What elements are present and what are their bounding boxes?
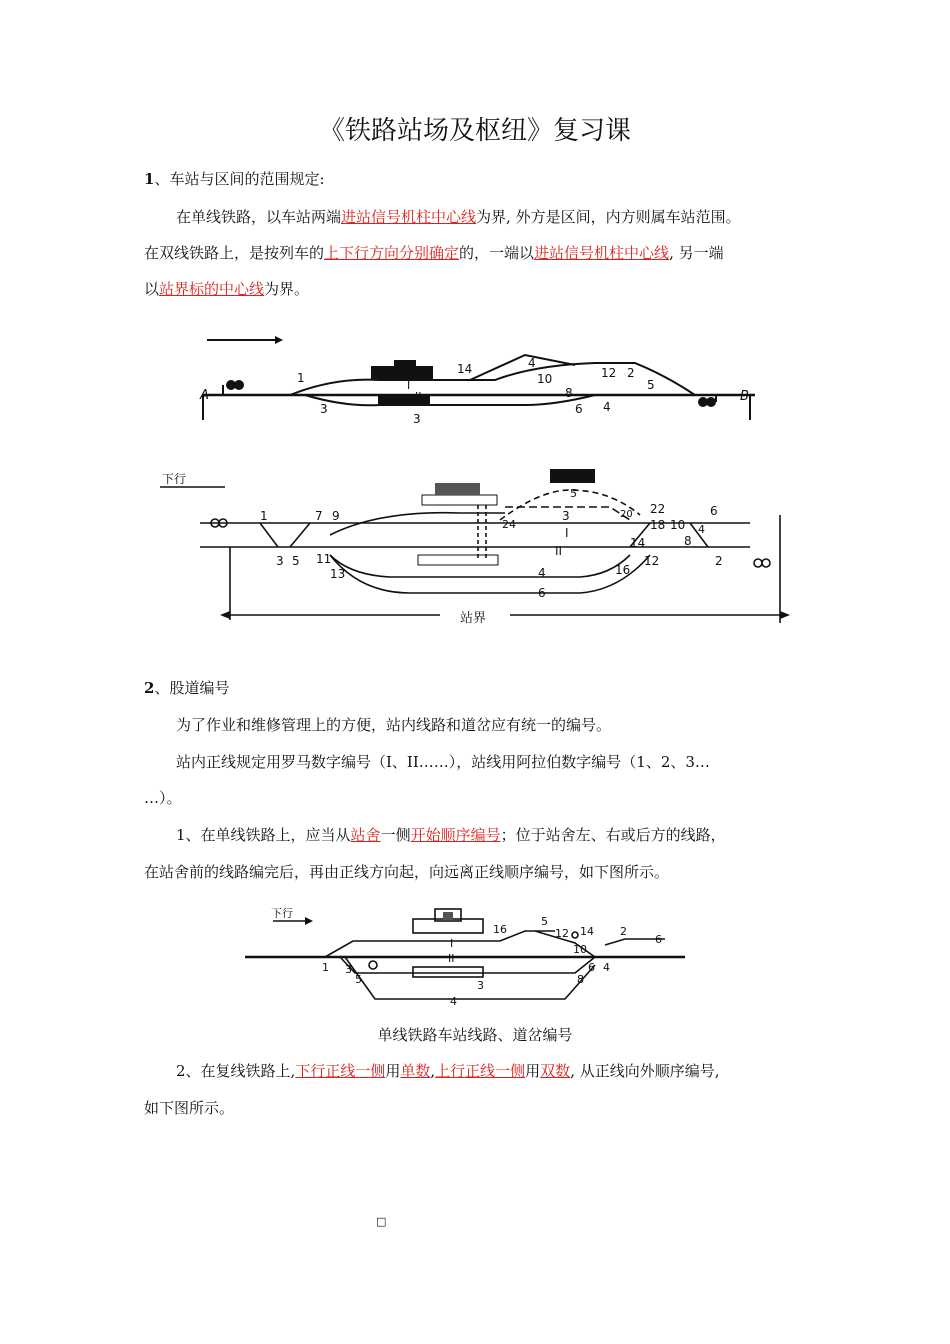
highlight-span: 单数: [400, 1062, 431, 1080]
switch-8: 8: [565, 386, 573, 400]
section-2-para-3-cont: 在站舍前的线路编完后，再由正线方向起，向远离正线顺序编号，如下图所示。: [144, 863, 670, 881]
signal-right-1: [754, 559, 762, 567]
switch-14: 14: [630, 536, 646, 550]
highlight-span: 下行正线一侧: [295, 1062, 386, 1080]
track-6: 6: [538, 586, 546, 600]
platform: [413, 967, 483, 977]
station-building: [422, 495, 497, 505]
boundary-arrow-left: [220, 611, 230, 619]
text-span: 用: [385, 1062, 401, 1080]
switch-12: 12: [555, 927, 569, 940]
station-roof: [435, 483, 480, 495]
track-6: 6: [655, 933, 662, 946]
switch-10: 10: [537, 372, 553, 386]
section-2-number: 2: [144, 679, 155, 697]
switch-8: 8: [577, 973, 584, 986]
track-3: 3: [477, 979, 484, 992]
main-line-i: I: [407, 379, 411, 392]
switch-12: 12: [644, 554, 660, 568]
section-1-para-line3: [144, 278, 824, 300]
section-1-para-line2: [144, 242, 824, 264]
section-1-heading: [144, 168, 824, 190]
text-span: , 另一端: [669, 244, 724, 262]
switch-14: 14: [580, 925, 594, 938]
crossover-1-3: [260, 523, 278, 547]
switch-4: 4: [603, 961, 610, 974]
signal-b2: [707, 398, 715, 406]
boundary-arrow-right: [780, 611, 790, 619]
section-1-title: 、车站与区间的范围规定:: [154, 170, 325, 188]
track-5: 5: [541, 915, 548, 928]
switch-4-upper: 4: [698, 523, 705, 536]
section-2-para-2-cont: …）。: [144, 789, 182, 807]
switch-9: 9: [332, 509, 340, 523]
text-span: 以: [144, 280, 160, 298]
signal-a2: [235, 381, 243, 389]
section-2-para-4: [176, 1060, 856, 1082]
text-span: 为界, 外方是区间，内方则属车站范围。: [476, 208, 741, 226]
track-3-curve: [340, 957, 595, 973]
track-4: [330, 555, 630, 577]
switch-14: 14: [457, 362, 473, 376]
freight-shed: [550, 469, 595, 483]
switch-8: 8: [684, 534, 692, 548]
signal-left: [369, 961, 377, 969]
switch-24: 24: [502, 518, 516, 531]
switch-1: 1: [297, 371, 305, 385]
text-span: ；位于站舍左、右或后方的线路，: [500, 826, 726, 844]
highlight-span: 站舍: [350, 826, 381, 844]
text-span: , 从正线向外顺序编号,: [570, 1062, 720, 1080]
switch-16: 16: [615, 563, 631, 577]
switch-20: 20: [620, 509, 633, 520]
text-span: ,: [430, 1062, 436, 1080]
signal-b: [699, 398, 707, 406]
switch-2: 2: [620, 925, 627, 938]
section-2-para-4-cont: 如下图所示。: [144, 1099, 235, 1117]
direction-arrowhead: [275, 336, 283, 344]
switch-18: 18: [650, 518, 666, 532]
direction-label: 下行: [271, 907, 293, 920]
direction-label: 下行: [162, 472, 187, 486]
switch-7: 7: [315, 509, 323, 523]
switch-13: 13: [330, 567, 346, 581]
section-1-number: 1: [144, 170, 155, 188]
track-4-curve: [345, 957, 595, 999]
platform: [379, 395, 429, 403]
text-span: 2、在复线铁路上,: [176, 1062, 296, 1080]
main-line-ii: II: [448, 952, 455, 965]
label-a: A: [200, 388, 209, 403]
track-3: 3: [562, 509, 570, 523]
section-2-para-3: [176, 824, 856, 846]
switch-1: 1: [322, 961, 329, 974]
text-span: 一侧: [380, 826, 411, 844]
main-line-ii: II: [555, 544, 563, 558]
switch-6: 6: [588, 961, 595, 974]
text-span: 1、在单线铁路上，应当从: [176, 826, 351, 844]
double-line-station-diagram: [160, 465, 790, 635]
switch-11: 11: [316, 552, 332, 566]
section-2-heading: [144, 677, 824, 699]
signal-right-2: [762, 559, 770, 567]
track-4: 4: [528, 356, 536, 370]
switch-10: 10: [573, 943, 587, 956]
section-1-para-line1: [176, 206, 856, 228]
siding-lower: [305, 395, 595, 405]
highlight-span: 站界标的中心线: [159, 280, 265, 298]
highlight-span: 进站信号机柱中心线: [534, 244, 670, 262]
switch-2: 2: [627, 366, 635, 380]
switch-4: 4: [603, 400, 611, 414]
track-3: 3: [413, 412, 421, 426]
switch-2: 2: [715, 554, 723, 568]
figure-caption: 单线铁路车站线路、道岔编号: [377, 1026, 573, 1044]
text-span: 在单线铁路，以车站两端: [176, 208, 342, 226]
text-span: 用: [525, 1062, 541, 1080]
track-6: [330, 555, 650, 593]
section-2-title: 、股道编号: [154, 679, 230, 697]
text-span: 的，一端以: [459, 244, 535, 262]
switch-5: 5: [292, 554, 300, 568]
page-mark: □: [376, 1215, 387, 1228]
main-line-ii: II: [415, 390, 422, 403]
building-window: [443, 912, 453, 920]
text-span: 在双线铁路上，是按列车的: [144, 244, 325, 262]
track-6-upper: 6: [710, 504, 718, 518]
highlight-span: 上下行方向分别确定: [324, 244, 460, 262]
direction-arrowhead: [305, 917, 313, 925]
track-5: 5: [647, 378, 655, 392]
highlight-span: 双数: [540, 1062, 571, 1080]
main-line-i: I: [565, 526, 569, 540]
track-9-curve: [330, 513, 505, 535]
single-line-station-diagram: [195, 325, 765, 435]
track-5: 5: [570, 487, 577, 500]
switch-6: 6: [575, 402, 583, 416]
track-i: [325, 931, 555, 957]
switch-1: 1: [260, 509, 268, 523]
switch-3: 3: [320, 402, 328, 416]
highlight-span: 进站信号机柱中心线: [341, 208, 477, 226]
text-span: 为界。: [264, 280, 310, 298]
switch-5: 5: [355, 973, 362, 986]
main-line-i: I: [450, 937, 454, 950]
switch-10: 10: [670, 518, 686, 532]
track-16: 16: [493, 923, 507, 936]
crossover-7-5: [290, 523, 310, 547]
switch-22: 22: [650, 502, 666, 516]
station-roof: [395, 361, 415, 369]
signal-a: [227, 381, 235, 389]
spur-track: [470, 355, 575, 380]
section-2-para-1: 为了作业和维修管理上的方便，站内线路和道岔应有统一的编号。: [176, 716, 612, 734]
section-2-para-2: 站内正线规定用罗马数字编号（I、II……），站线用阿拉伯数字编号（1、2、3…: [176, 753, 710, 771]
highlight-span: 上行正线一侧: [435, 1062, 526, 1080]
track-4: 4: [538, 566, 546, 580]
track-4: 4: [450, 995, 457, 1008]
single-line-numbering-diagram: [245, 905, 705, 1010]
boundary-label: 站界: [460, 611, 487, 626]
label-b: B: [740, 389, 749, 404]
highlight-span: 开始顺序编号: [410, 826, 501, 844]
switch-3: 3: [345, 963, 352, 976]
switch-3: 3: [276, 554, 284, 568]
page-title: 《铁路站场及枢纽》复习课: [318, 116, 631, 146]
switch-12: 12: [601, 366, 617, 380]
signal-right: [572, 932, 578, 938]
